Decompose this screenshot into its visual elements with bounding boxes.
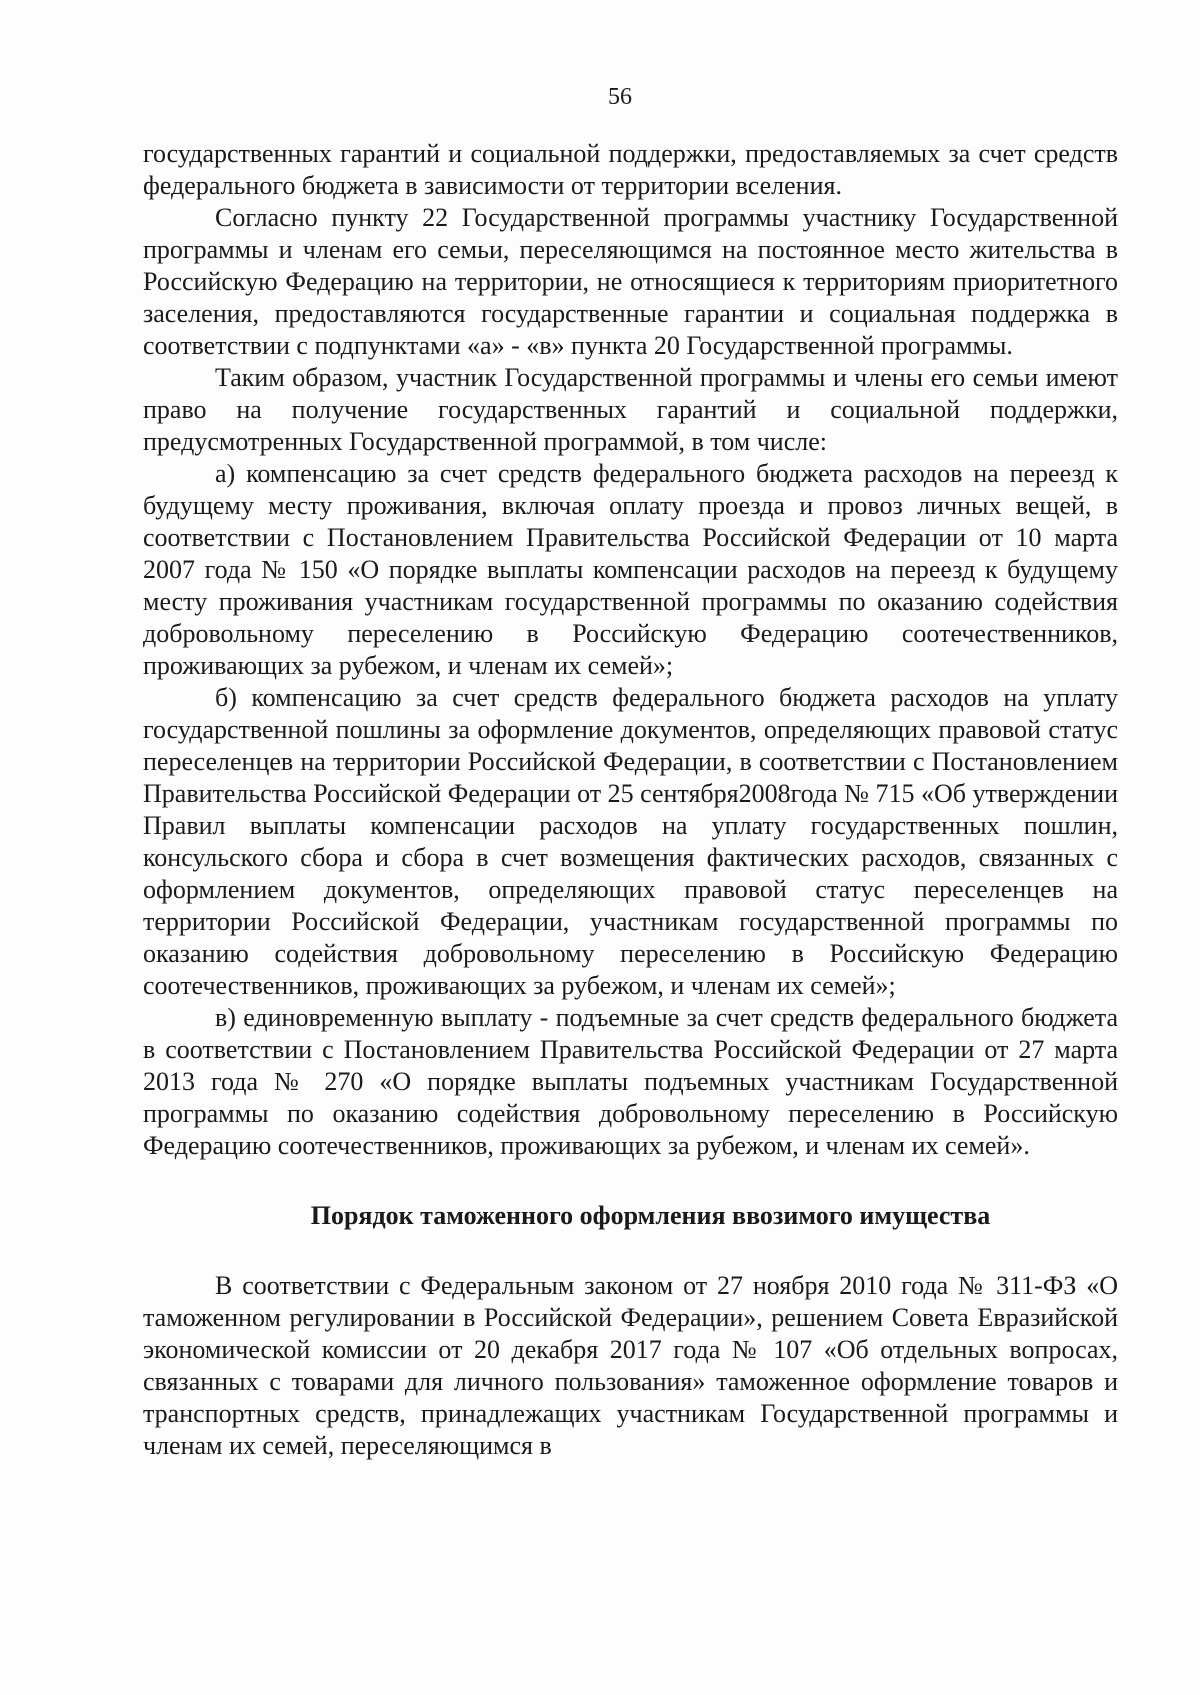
paragraph-point-22: Согласно пункту 22 Государственной программы участнику Государственной программы и членам его семьи, переселяющимся на постоянное место жительства в Российскую Федерацию на территории, не относящиеся к территориям приоритетного заселения, предоставляются государственные гарантии и социальная поддержка в соответствии с подпунктами «а» - «в» пункта 20 Государственной программы. xyxy=(143,203,1118,360)
paragraph-customs: В соответствии с Федеральным законом от 27 ноября 2010 года № 311-ФЗ «О таможенном регулировании в Российской Федерации», решением Совета Евразийской экономической комиссии от 20 декабря 2017 года № 107 «Об отдельных вопросах, связанных с товарами для личного пользования» таможенное оформление товаров и транспортных средств, принадлежащих участникам Государственной программы и членам их семей, переселяющимся в xyxy=(143,1271,1118,1460)
list-item-a: а) компенсацию за счет средств федерального бюджета расходов на переезд к будущему месту проживания, включая оплату проезда и провоз личных вещей, в соответствии с Постановлением Правительства Российской Федерации от 10 марта 2007 года № 150 «О порядке выплаты компенсации расходов на переезд к будущему месту проживания участникам государственной программы по оказанию содействия добровольному переселению в Российскую Федерацию соотечественников, проживающих за рубежом, и членам их семей»; xyxy=(143,459,1118,680)
list-item-v: в) единовременную выплату - подъемные за счет средств федерального бюджета в соответствии с Постановлением Правительства Российской Федерации от 27 марта 2013 года № 270 «О порядке выплаты подъемных участникам Государственной программы по оказанию содействия добровольному переселению в Российскую Федерацию соотечественников, проживающих за рубежом, и членам их семей». xyxy=(143,1003,1118,1160)
paragraph-rights-summary: Таким образом, участник Государственной программы и члены его семьи имеют право на получение государственных гарантий и социальной поддержки, предусмотренных Государственной программой, в том числе: xyxy=(143,363,1118,456)
page-number: 56 xyxy=(608,84,632,110)
section-heading: Порядок таможенного оформления ввозимого имущества xyxy=(310,1201,991,1230)
list-item-b: б) компенсацию за счет средств федерального бюджета расходов на уплату государственной пошлины за оформление документов, определяющих правовой статус переселенцев на территории Российской Федерации, в соответствии с Постановлением Правительства Российской Федерации от 25 сентября2008года № 715 «Об утверждении Правил выплаты компенсации расходов на уплату государственных пошлин, консульского сбора и сбора в счет возмещения фактических расходов, связанных с оформлением документов, определяющих правовой статус переселенцев на территории Российской Федерации, участникам государственной программы по оказанию содействия добровольному переселению в Российскую Федерацию соотечественников, проживающих за рубежом, и членам их семей»; xyxy=(143,683,1118,1000)
document-body xyxy=(143,138,1118,1462)
paragraph-continuation: государственных гарантий и социальной поддержки, предоставляемых за счет средств федерального бюджета в зависимости от территории вселения. xyxy=(143,139,1118,200)
